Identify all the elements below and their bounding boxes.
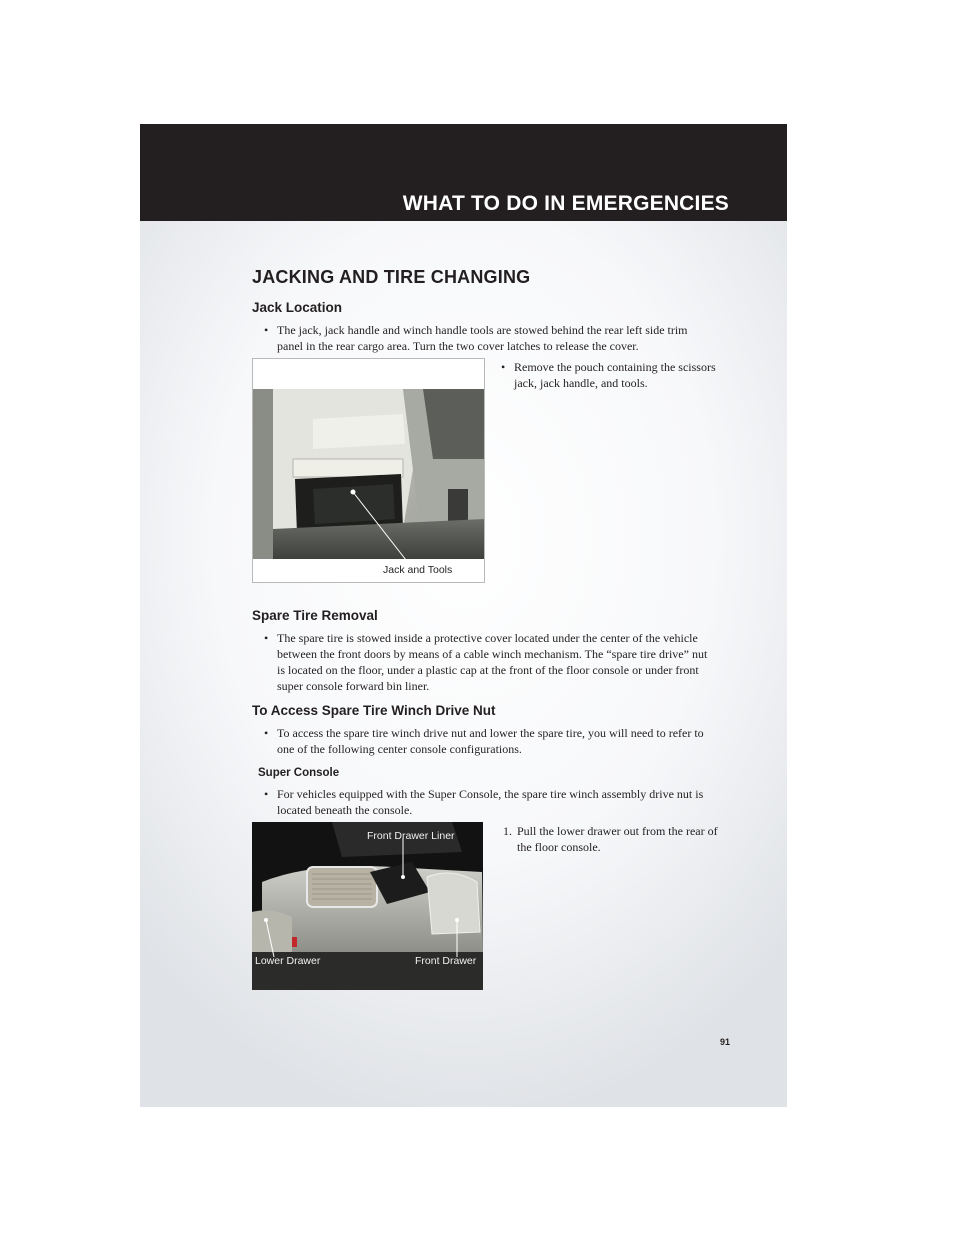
lower-drawer-label: Lower Drawer <box>255 955 321 967</box>
jack-location-heading: Jack Location <box>252 300 343 315</box>
page-number: 91 <box>720 1037 731 1047</box>
jack-and-tools-caption: Jack and Tools <box>383 564 453 576</box>
chapter-title: WHAT TO DO IN EMERGENCIES <box>402 192 729 215</box>
text-line: one of the following center console configurations. <box>277 742 522 756</box>
text-line: For vehicles equipped with the Super Console, the spare tire winch assembly drive nut is <box>277 787 704 801</box>
section-title: JACKING AND TIRE CHANGING <box>252 267 531 287</box>
super-console-heading: Super Console <box>258 767 340 779</box>
winch-drive-nut-heading: To Access Spare Tire Winch Drive Nut <box>252 703 496 718</box>
header-band <box>140 124 787 221</box>
spare-tire-removal-bullet <box>264 630 737 694</box>
jack-location-bullet <box>264 322 737 354</box>
text-line: is located on the floor, under a plastic cap at the front of the floor console or under front <box>277 663 699 677</box>
bullet-dot: • <box>264 631 269 645</box>
spare-tire-removal-heading: Spare Tire Removal <box>252 608 378 623</box>
text-line: located beneath the console. <box>277 803 413 817</box>
super-console-bullet <box>264 786 737 818</box>
super-console-figure <box>252 822 483 990</box>
text-line: To access the spare tire winch drive nut and lower the spare tire, you will need to refer to <box>277 726 704 740</box>
text-line: jack, jack handle, and tools. <box>514 376 648 390</box>
text-line: panel in the rear cargo area. Turn the two cover latches to release the cover. <box>277 339 639 353</box>
bullet-dot: • <box>264 726 269 740</box>
winch-drive-nut-bullet <box>264 725 737 757</box>
text-line: The jack, jack handle and winch handle tools are stowed behind the rear left side trim <box>277 323 688 337</box>
front-drawer-liner-label: Front Drawer Liner <box>367 830 455 842</box>
text-line: between the front doors by means of a cable winch mechanism. The “spare tire drive” nut <box>277 647 708 661</box>
step-1 <box>503 823 747 855</box>
front-drawer-label: Front Drawer <box>415 955 477 967</box>
cargo-area-photo <box>253 359 484 582</box>
manual-page <box>140 124 787 1107</box>
jack-and-tools-figure <box>252 358 485 583</box>
text-line: Remove the pouch containing the scissors <box>514 360 716 374</box>
text-line: Pull the lower drawer out from the rear of <box>517 824 718 838</box>
text-line: The spare tire is stowed inside a protective cover located under the center of the vehicle <box>277 631 698 645</box>
bullet-dot: • <box>264 323 269 337</box>
text-line: the floor console. <box>517 840 601 854</box>
bullet-dot: • <box>264 787 269 801</box>
bullet-dot: • <box>501 360 506 374</box>
step-number: 1. <box>503 824 512 838</box>
text-line: super console forward bin liner. <box>277 679 430 693</box>
remove-pouch-bullet <box>501 359 744 391</box>
